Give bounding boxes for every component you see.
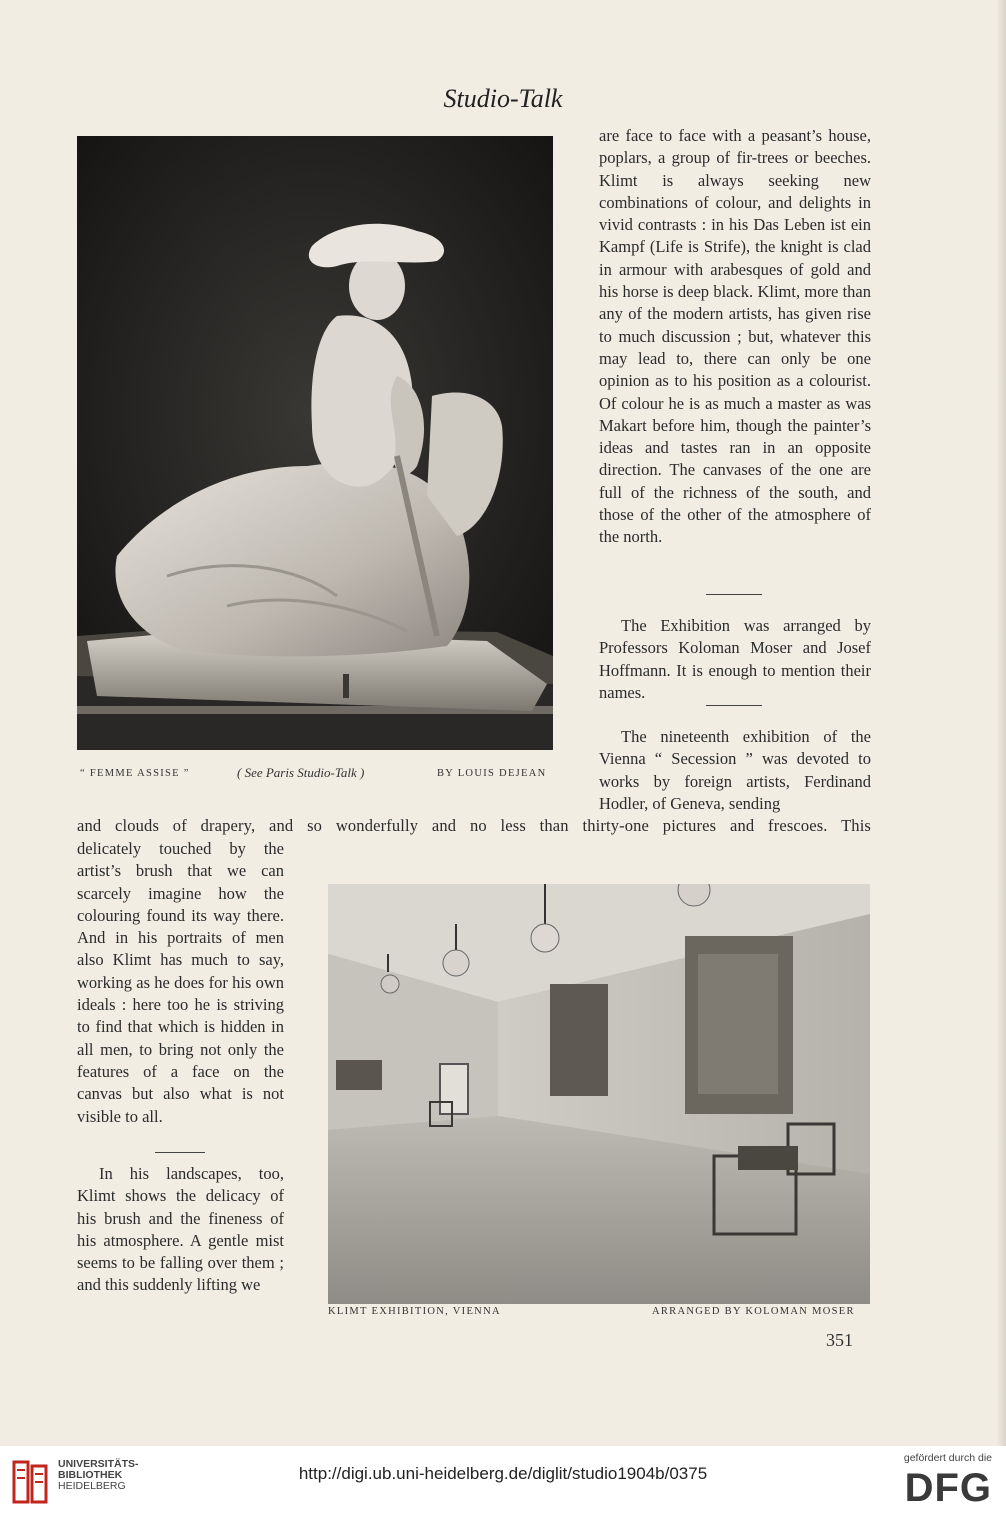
caption-exhibition-title: KLIMT EXHIBITION, VIENNA (328, 1306, 501, 1317)
dfg-logo: DFG (904, 1466, 992, 1510)
caption-exhibition-arranger: ARRANGED BY KOLOMAN MOSER (652, 1306, 855, 1317)
right-column-text-3 (599, 726, 871, 815)
funder-label: gefördert durch die (903, 1452, 992, 1464)
library-line: HEIDELBERG (58, 1480, 126, 1492)
paragraph: The nineteenth exhibition of the Vienna “ Secession ” was devoted to works by foreign artists, Ferdinand Hodler, of Geneva, sending (599, 727, 871, 813)
paragraph: In his landscapes, too, Klimt shows the delicacy of his brush and the fineness of his atmosphere. A gentle mist seems to be falling over them ; and this suddenly lifting we (77, 1164, 284, 1295)
left-column-text-2 (77, 1163, 284, 1297)
section-divider (706, 594, 762, 595)
running-header: Studio-Talk (443, 84, 563, 113)
left-column-text (77, 838, 284, 1128)
library-line: BIBLIOTHEK (58, 1469, 123, 1481)
caption-femme-assise-artist: BY LOUIS DEJEAN (437, 768, 547, 779)
library-line: UNIVERSITÄTS- (58, 1458, 139, 1470)
exhibition-photo (328, 884, 870, 1304)
section-divider (706, 705, 762, 706)
section-divider (155, 1152, 205, 1153)
full-width-line: and clouds of drapery, and so wonderfully and no less than thirty-one pictures and frescoes. This (77, 816, 871, 835)
caption-femme-assise-reference: ( See Paris Studio-Talk ) (237, 765, 365, 780)
page-number: 351 (826, 1330, 853, 1350)
paragraph: delicately touched by the artist’s brush that we can scarcely imagine how the colouring found its way there. And in his portraits of men also Klimt has much to say, working as he does for his own ideals : here too he is striving to find that which is hidden in all men, to bring not only the features of a face on the canvas but also what is not visible to all. (77, 839, 284, 1126)
right-column-text-2 (599, 615, 871, 704)
klimt-exhibition-image (328, 884, 870, 1304)
paragraph: The Exhibition was arranged by Professors Koloman Moser and Josef Hoffmann. It is enough to mention their names. (599, 616, 871, 702)
right-column-text (599, 125, 871, 593)
femme-assise-image (77, 136, 553, 750)
paragraph: are face to face with a peasant’s house, poplars, a group of fir-trees or beeches. Klimt is always seeking new combinations of colour, and delights in vivid contrasts : in his Das Leben ist ein Kampf (Life is Strife), the knight is clad in armour with arabesques of gold and his horse is deep black. Klimt, more than any of the modern artists, has given rise to much discussion ; but, whatever this may lead to, there can only be one opinion as to his position as a colourist. Of colour he is as much a master as was Makart before him, though the painter’s ideas and tastes ran in an opposite direction. The canvases of the one are full of the richness of the south, and those of the other of the atmosphere of the north. (599, 126, 871, 547)
permalink-url[interactable]: http://digi.ub.uni-heidelberg.de/diglit/studio1904b/0375 (298, 1464, 708, 1483)
caption-femme-assise-title: “ FEMME ASSISE ” (80, 768, 190, 779)
viewer-footer (0, 1446, 1006, 1519)
sculpture-photo (77, 136, 553, 750)
